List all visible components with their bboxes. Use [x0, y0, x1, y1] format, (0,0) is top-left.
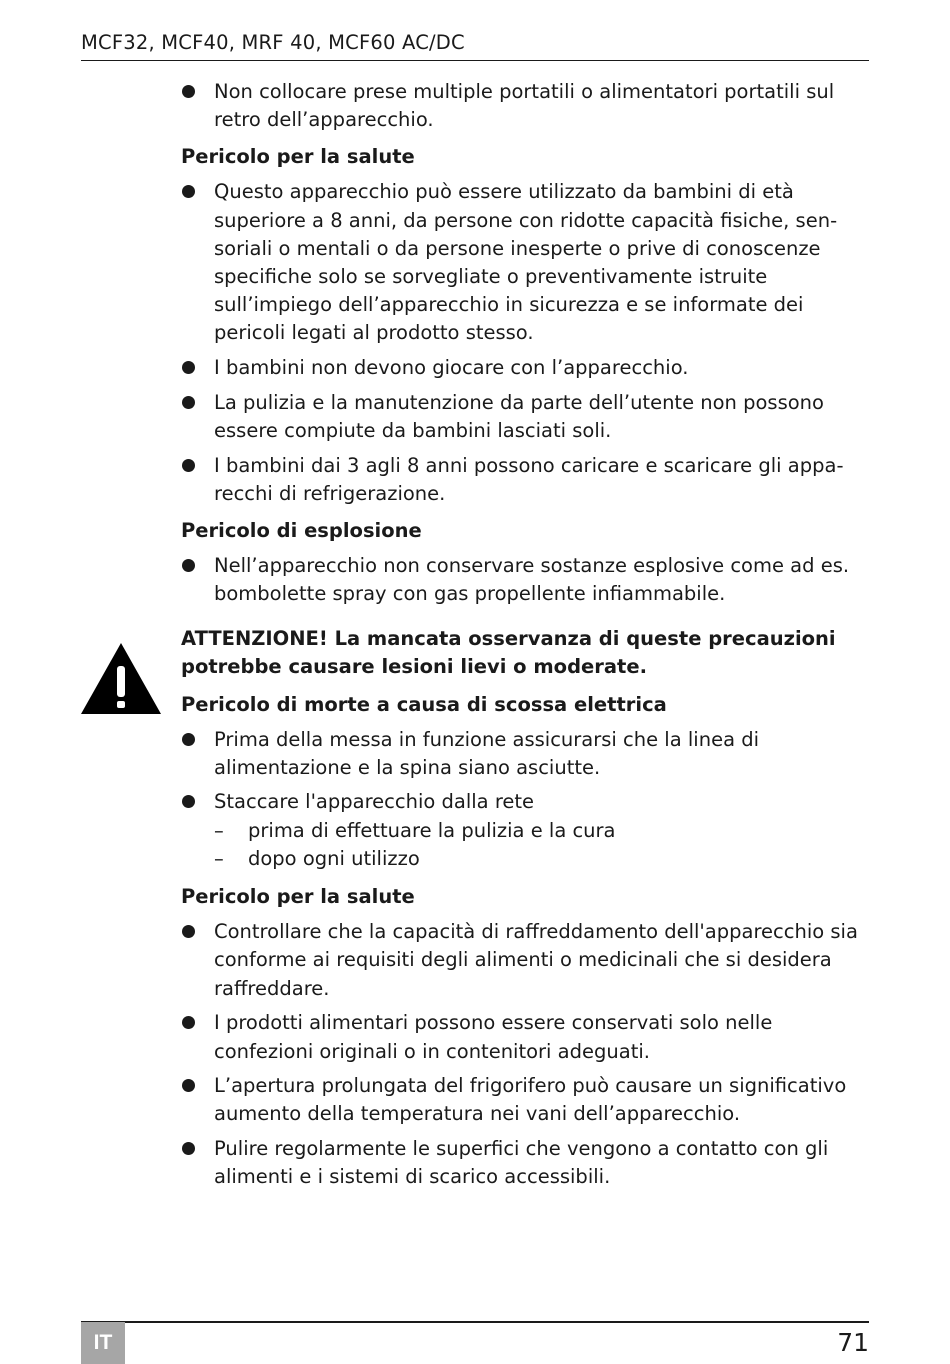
section-heading-health-2: Pericolo per la salute [181, 885, 415, 909]
warning-triangle-icon [80, 641, 162, 715]
list-item: L’apertura prolungata del frigorifero può causare un significativo aumento della temperatura nei vani dell’apparecchio. [181, 1072, 871, 1128]
list-item: La pulizia e la manutenzione da parte dell’utente non possono essere compiute da bambini lasciati soli. [181, 389, 871, 445]
page-content [181, 78, 871, 1198]
footer-divider [81, 1321, 869, 1323]
list-item: Non collocare prese multiple portatili o alimentatori portatili sul retro dell’apparecchio. [181, 78, 871, 134]
page-number: 71 [837, 1328, 869, 1357]
sub-list-item: – prima di effettuare la pulizia e la cura [214, 817, 871, 846]
section-heading-health: Pericolo per la salute [181, 145, 415, 169]
header-divider [81, 60, 869, 61]
list-item: I bambini non devono giocare con l’apparecchio. [181, 354, 871, 382]
list-item: Nell’apparecchio non conservare sostanze esplosive come ad es. bombolette spray con gas propellente infiammabile. [181, 552, 871, 608]
list-item: Controllare che la capacità di raffreddamento dell'apparecchio sia conforme ai requisiti degli alimenti o medicinali che si desidera raffreddare. [181, 918, 871, 1003]
document-header: MCF32, MCF40, MRF 40, MCF60 AC/DC [81, 31, 465, 54]
list-item: Prima della messa in funzione assicurarsi che la linea di alimentazione e la spina siano asciutte. [181, 726, 871, 782]
list-item: Questo apparecchio può essere utilizzato da bambini di età superiore a 8 anni, da persone con ridotte capacità fisiche, sensoriali o mentali o da persone inesperte o prive di conoscenze specifiche solo se sorvegliate o preventivamente istruite sull’impiego dell’apparecchio in sicurezza e se informate dei pericoli legati al prodotto stesso. [181, 178, 871, 347]
list-item-with-sublist [181, 788, 871, 874]
section-heading-electric: Pericolo di morte a causa di scossa elettrica [181, 692, 667, 716]
section-heading-explosion: Pericolo di esplosione [181, 519, 422, 543]
warning-text: ATTENZIONE! La mancata osservanza di queste precauzioni potrebbe causare lesioni lievi o moderate. [181, 626, 836, 679]
list-item: I bambini dai 3 agli 8 anni possono caricare e scaricare gli apparecchi di refrigerazione. [181, 452, 871, 508]
language-badge: IT [81, 1322, 125, 1364]
sub-list-item: – dopo ogni utilizzo [214, 845, 871, 874]
list-item: Pulire regolarmente le superfici che vengono a contatto con gli alimenti e i sistemi di scarico accessibili. [181, 1135, 871, 1191]
sub-list [214, 817, 871, 875]
list-item-text: Staccare l'apparecchio dalla rete [214, 790, 535, 814]
list-item: I prodotti alimentari possono essere conservati solo nelle confezioni originali o in contenitori adeguati. [181, 1009, 871, 1065]
